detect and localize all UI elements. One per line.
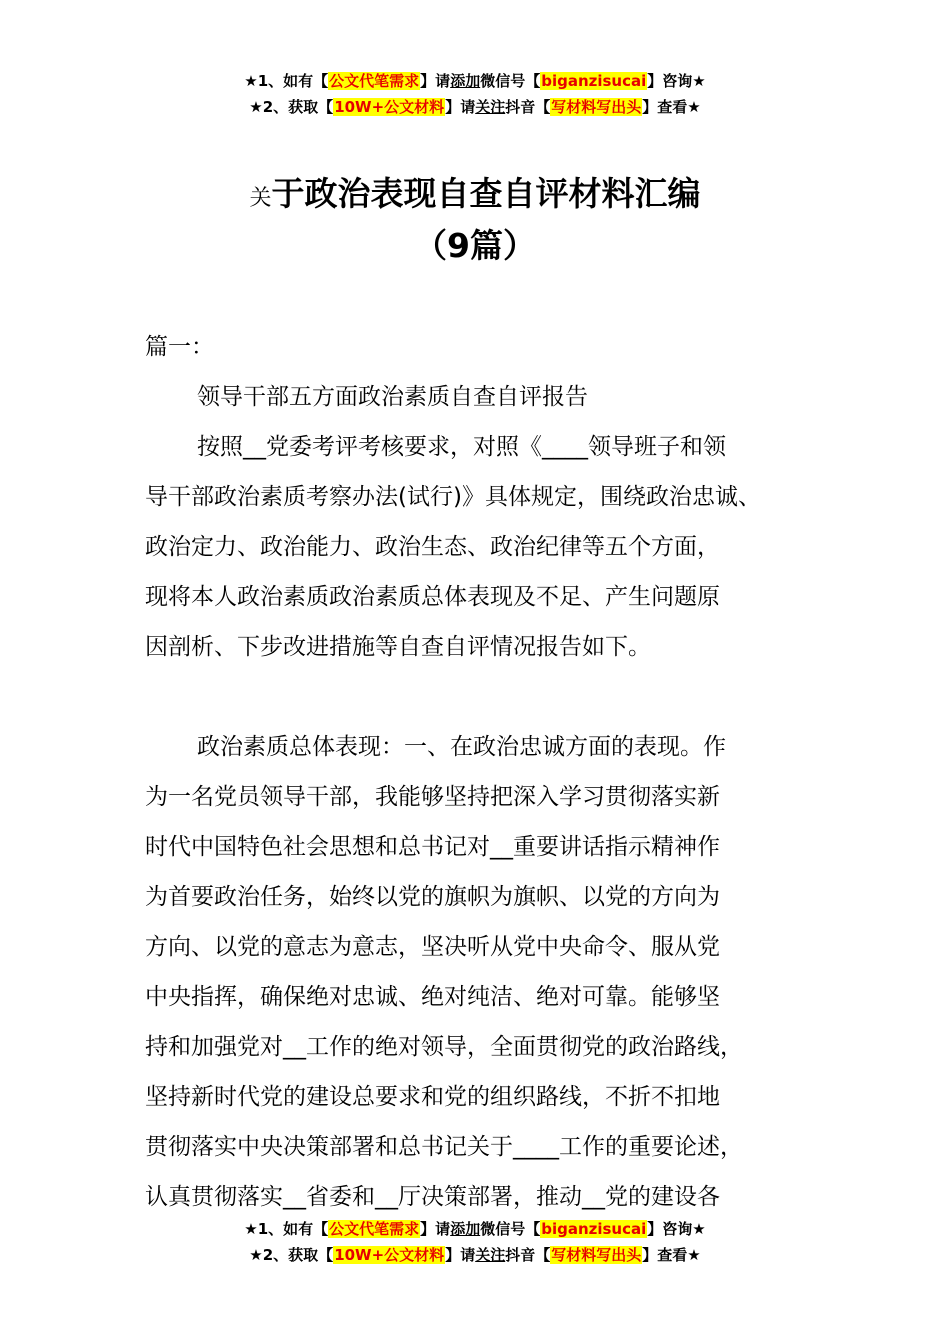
document-title: 关于政治表现自查自评材料汇编 xyxy=(249,174,701,213)
highlight-service: 公文代笔需求 xyxy=(329,72,420,90)
promo-line-2: ★2、获取【10W+公文材料】请关注抖音【写材料写出头】查看★ xyxy=(249,1246,701,1264)
highlight-materials: 10W+公文材料 xyxy=(334,98,445,116)
highlight-wechat-id: biganzisucai xyxy=(541,1220,647,1238)
highlight-service: 公文代笔需求 xyxy=(329,1220,420,1238)
promo-line-2: ★2、获取【10W+公文材料】请关注抖音【写材料写出头】查看★ xyxy=(249,98,701,116)
promo-line-1: ★1、如有【公文代笔需求】请添加微信号【biganzisucai】咨询★ xyxy=(244,1220,706,1238)
highlight-douyin-id: 写材料写出头 xyxy=(551,1246,642,1264)
paragraph-2: 政治素质总体表现：一、在政治忠诚方面的表现。作 为一名党员领导干部，我能够坚持把深入学习贯彻落实新 时代中国特色社会思想和总书记对__重要讲话指示精神作 为首要政治任务，始终以党的旗帜为旗帜、以党的方向为 方向、以党的意志为意志，坚决听从党中央命令、服从党 中央指挥，确保绝对忠诚、绝对纯洁、绝对可靠。能够坚 持和加强党对__工作的绝对领导，全面贯彻党的政治路线， 坚持新时代党的建设总要求和党的组织路线，不折不扣地 贯彻落实中央决策部署和总书记关于____工作的重要论述， 认真贯彻落实__省委和__厅决策部署，推动__党的建设各 xyxy=(145,734,743,1210)
blank-line xyxy=(145,672,835,722)
paragraph-1: 按照__党委考评考核要求，对照《____领导班子和领 导干部政治素质考察办法(试行)》具体规定，围绕政治忠诚、 政治定力、政治能力、政治生态、政治纪律等五个方面， 现将本人政治素质政治素质总体表现及不足、产生问题原 因剖析、下步改进措施等自查自评情况报告如下。 xyxy=(145,434,761,660)
highlight-materials: 10W+公文材料 xyxy=(334,1246,445,1264)
highlight-douyin-id: 写材料写出头 xyxy=(551,98,642,116)
promo-line-1: ★1、如有【公文代笔需求】请添加微信号【biganzisucai】咨询★ xyxy=(244,72,706,90)
document-body xyxy=(145,322,835,1222)
highlight-wechat-id: biganzisucai xyxy=(541,72,647,90)
section-label: 篇一： xyxy=(145,334,214,360)
promo-banner-bottom xyxy=(0,1216,950,1268)
report-title: 领导干部五方面政治素质自查自评报告 xyxy=(197,384,588,410)
document-subtitle: （9篇） xyxy=(414,226,536,265)
promo-banner-top xyxy=(0,68,950,120)
